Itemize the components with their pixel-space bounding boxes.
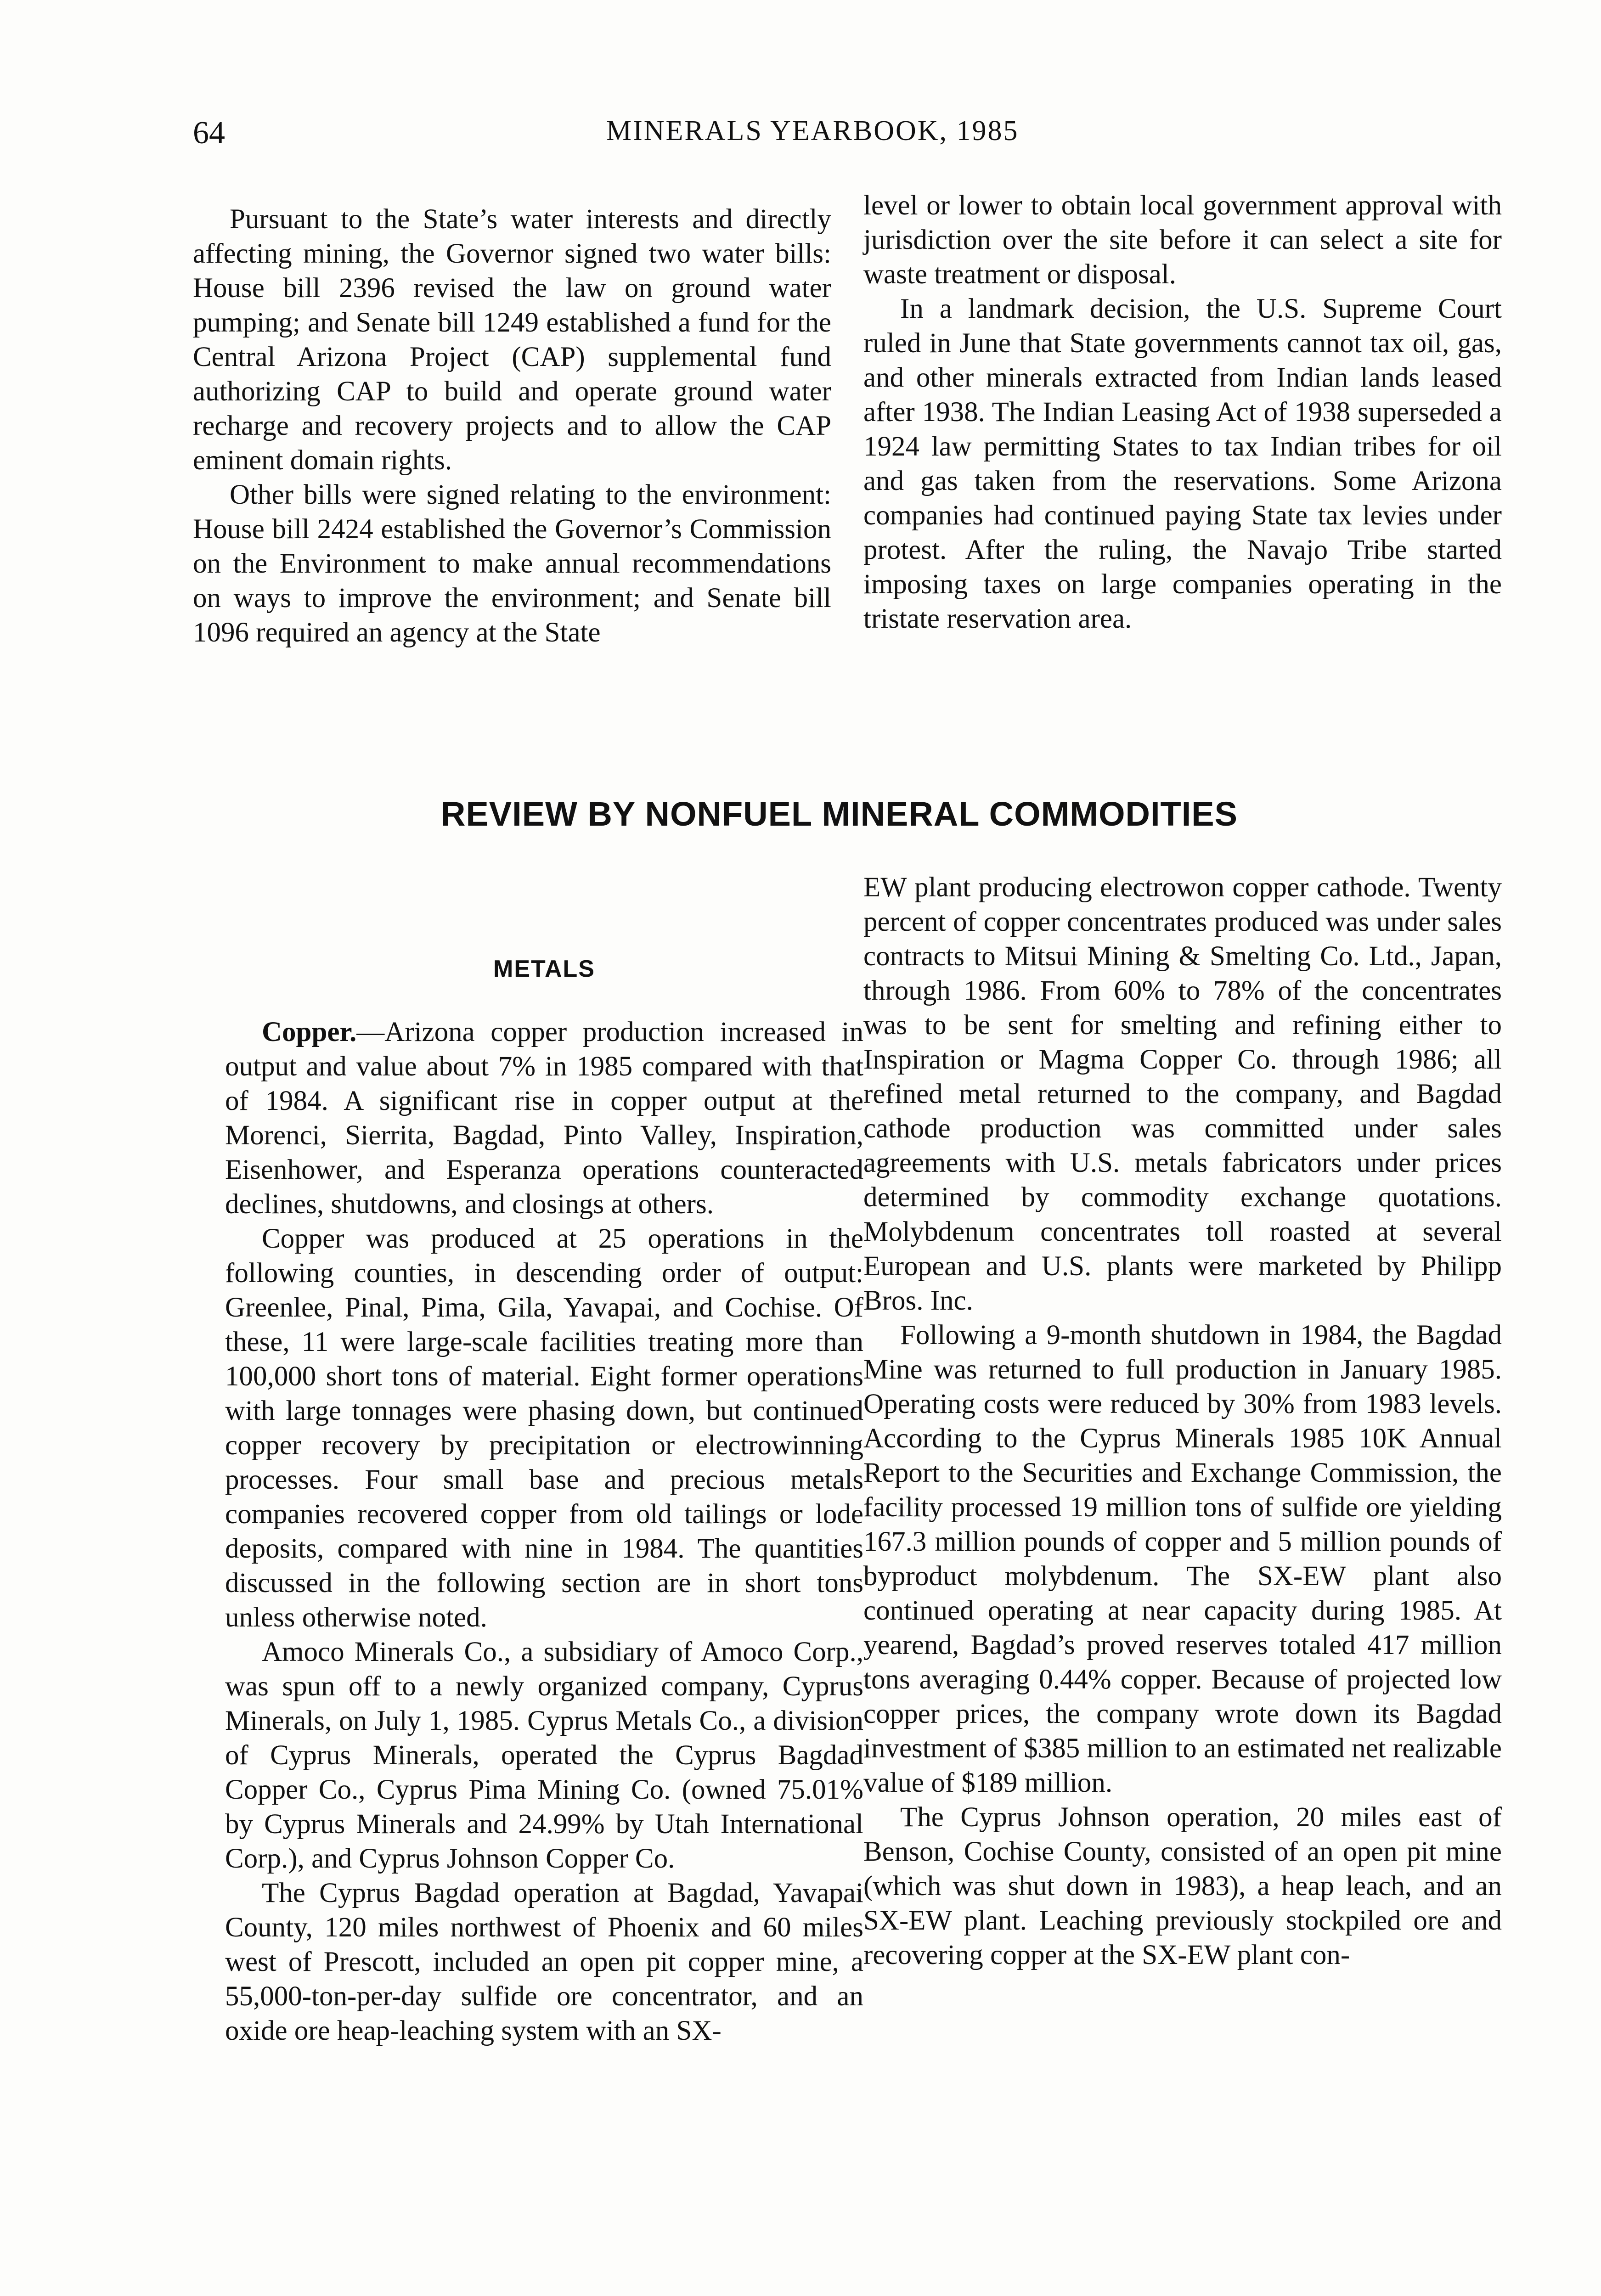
top-right-column	[863, 188, 1502, 636]
paragraph: Following a 9-month shutdown in 1984, the Bagdad Mine was returned to full production in January 1985. Operating costs were reduced by 30% from 1983 levels. According to the Cyprus Minerals 1985 10K Annual Report to the Securities and Exchange Commission, the facility processed 19 million tons of sulfide ore yielding 167.3 million pounds of copper and 5 million pounds of byproduct molybdenum. The SX-EW plant also continued operating at near capacity during 1985. At yearend, Bagdad’s proved reserves totaled 417 million tons averaging 0.44% copper. Because of projected low copper prices, the company wrote down its Bagdad investment of $385 million to an estimated net realizable value of $189 million.	[863, 1320, 1502, 1798]
metals-right-column	[863, 870, 1502, 1972]
section-title: REVIEW BY NONFUEL MINERAL COMMODITIES	[441, 795, 1238, 833]
paragraph: In a landmark decision, the U.S. Supreme Court ruled in June that State governments cannot tax oil, gas, and other minerals extracted from Indian lands leased after 1938. The Indian Leasing Act of 1938 superseded a 1924 law permitting States to tax Indian tribes for oil and gas taken from the reservations. Some Arizona companies had continued paying State tax levies under protest. After the ruling, the Navajo Tribe started imposing taxes on large companies operating in the tristate reservation area.	[863, 293, 1502, 634]
paragraph: level or lower to obtain local government approval with jurisdiction over the site before it can select a site for waste treatment or disposal.	[863, 190, 1502, 290]
lead-text: —Arizona copper production increased in output and value about 7% in 1985 compared with that of 1984. A significant rise in copper output at the Morenci, Sierrita, Bagdad, Pinto Valley, Inspiration, Eisenhower, and Esperanza operations counteracted declines, shutdowns, and closings at others.	[225, 1017, 863, 1220]
top-left-column	[193, 202, 831, 650]
paragraph: EW plant producing electrowon copper cathode. Twenty percent of copper concentrates produced was under sales contracts to Mitsui Mining & Smelting Co. Ltd., Japan, through 1986. From 60% to 78% of the concentrates was to be sent for smelting and refining either to Inspiration or Magma Copper Co. through 1986; all refined metal returned to the company, and Bagdad cathode production was committed under sales agreements with U.S. metals fabricators under prices determined by commodity exchange quotations. Molybdenum concentrates toll roasted at several European and U.S. plants were marketed by Philipp Bros. Inc.	[863, 872, 1502, 1316]
subsection-title: METALS	[493, 956, 595, 982]
page-header	[193, 115, 1516, 165]
paragraph: The Cyprus Johnson operation, 20 miles east of Benson, Cochise County, consisted of an open pit mine (which was shut down in 1983), a heap leach, and an SX-EW plant. Leaching previously stockpiled ore and recovering copper at the SX-EW plant con-	[863, 1802, 1502, 1970]
running-title: MINERALS YEARBOOK, 1985	[606, 115, 1019, 146]
paragraph: Other bills were signed relating to the environment: House bill 2424 established the Governor’s Commission on the Environment to make annual recommendations on ways to improve the environment; and Senate bill 1096 required an agency at the State	[193, 479, 831, 648]
paragraph: Amoco Minerals Co., a subsidiary of Amoco Corp., was spun off to a newly organized company, Cyprus Minerals, on July 1, 1985. Cyprus Metals Co., a division of Cyprus Minerals, operated the Cyprus Bagdad Copper Co., Cyprus Pima Mining Co. (owned 75.01% by Cyprus Minerals and 24.99% by Utah International Corp.), and Cyprus Johnson Copper Co.	[225, 1637, 863, 1874]
lead-term: Copper.	[262, 1017, 357, 1047]
paragraph: Copper was produced at 25 operations in the following counties, in descending order of output: Greenlee, Pinal, Pima, Gila, Yavapai, and Cochise. Of these, 11 were large-scale facilities treating more than 100,000 short tons of material. Eight former operations with large tonnages were phasing down, but continued copper recovery by precipitation or electrowinning processes. Four small base and precious metals companies recovered copper from old tailings or lode deposits, compared with nine in 1984. The quantities discussed in the following section are in short tons unless otherwise noted.	[225, 1223, 863, 1633]
metals-left-column	[225, 955, 863, 2048]
paragraph: The Cyprus Bagdad operation at Bagdad, Yavapai County, 120 miles northwest of Phoenix and 60 miles west of Prescott, included an open pit copper mine, a 55,000-ton-per-day sulfide ore concentrator, and an oxide ore heap-leaching system with an SX-	[225, 1878, 863, 2046]
page-number: 64	[193, 115, 225, 151]
lead-paragraph	[225, 1015, 863, 1221]
paragraph: Pursuant to the State’s water interests and directly affecting mining, the Governor signed two water bills: House bill 2396 revised the law on ground water pumping; and Senate bill 1249 established a fund for the Central Arizona Project (CAP) supplemental fund authorizing CAP to build and operate ground water recharge and recovery projects and to allow the CAP eminent domain rights.	[193, 204, 831, 476]
